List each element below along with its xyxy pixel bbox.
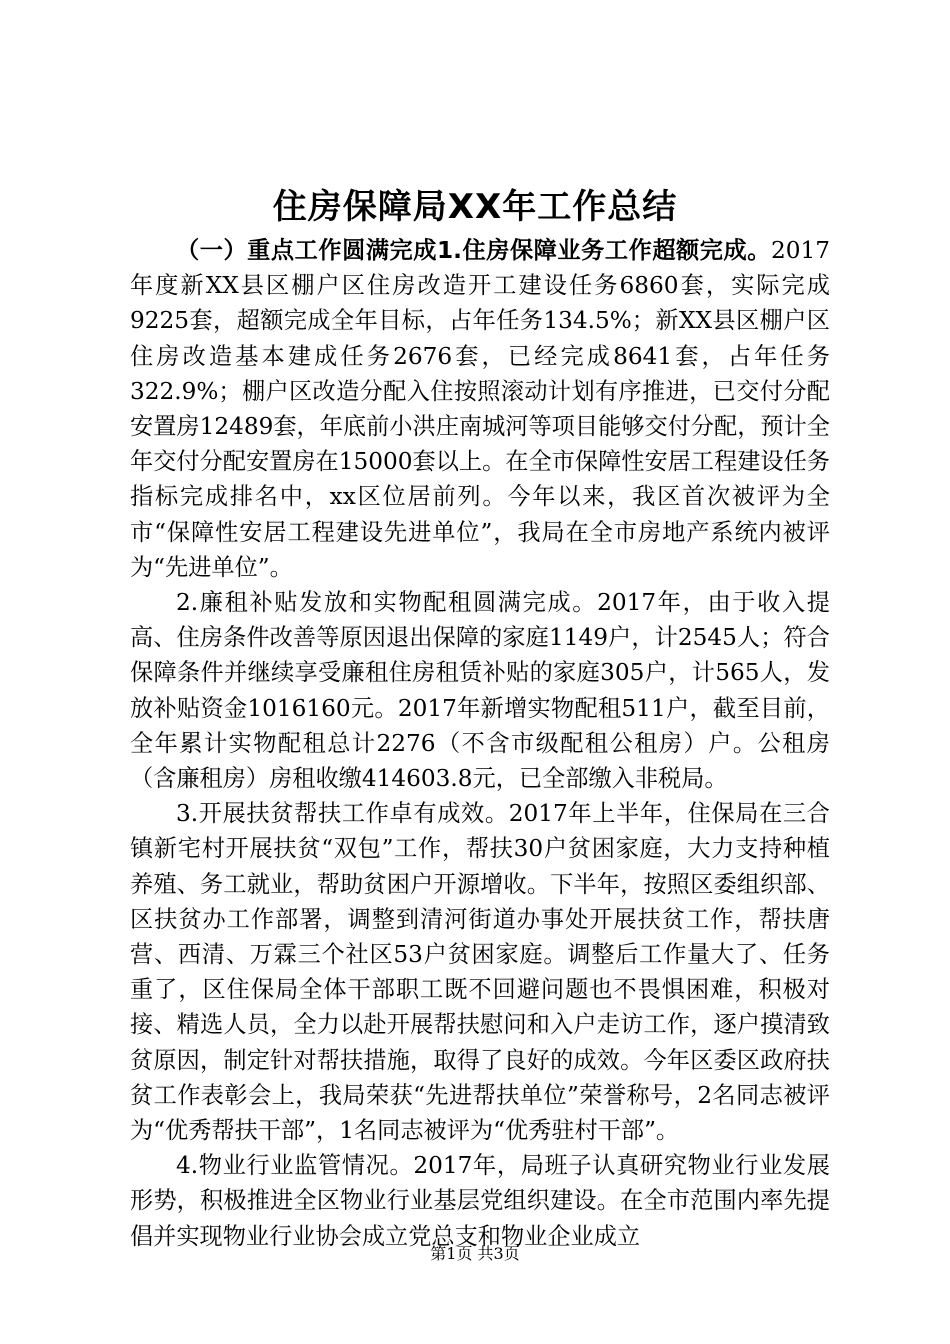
paragraph-2: 2.廉租补贴发放和实物配租圆满完成。2017年，由于收入提高、住房条件改善等原因退出保障的家庭1149户，计2545人；符合保障条件并继续享受廉租住房租赁补贴的家庭305户，计565人，发放补贴资金1016160元。2017年新增实物配租511户，截至目前，全年累计实物配租总计2276（不含市级配租公租房）户。公租房（含廉租房）房租收缴414603.8元，已全部缴入非税局。	[130, 589, 830, 793]
document-body	[130, 233, 830, 1254]
page-number-footer: 第1页 共3页	[430, 1244, 520, 1263]
paragraph-1-body: 2017年度新XX县区棚户区住房改造开工建设任务6860套，实际完成9225套，超额完成全年目标，占年任务134.5%；新XX县区棚户区住房改造基本建成任务2676套，已经完成8641套，占年任务322.9%；棚户区改造分配入住按照滚动计划有序推进，已交付分配安置房12489套，年底前小洪庄南城河等项目能够交付分配，预计全年交付分配安置房在15000套以上。在全市保障性安居工程建设任务指标完成排名中，xx区位居前列。今年以来，我区首次被评为全市“保障性安居工程建设先进单位”，我局在全市房地产系统内被评为“先进单位”。	[130, 237, 830, 581]
item-1-heading: 1.住房保障业务工作超额完成。	[437, 237, 771, 264]
paragraph-4: 4.物业行业监管情况。2017年，局班子认真研究物业行业发展形势，积极推进全区物业行业基层党组织建设。在全市范围内率先提倡并实现物业行业协会成立党总支和物业企业成立	[130, 1152, 830, 1250]
paragraph-3: 3.开展扶贫帮扶工作卓有成效。2017年上半年，住保局在三合镇新宅村开展扶贫“双包”工作，帮扶30户贫困家庭，大力支持种植养殖、务工就业，帮助贫困户开源增收。下半年，按照区委组织部、区扶贫办工作部署，调整到清河街道办事处开展扶贫工作，帮扶唐营、西清、万霖三个社区53户贫困家庭。调整后工作量大了、任务重了，区住保局全体干部职工既不回避问题也不畏惧困难，积极对接、精选人员，全力以赴开展帮扶慰问和入户走访工作，逐户摸清致贫原因，制定针对帮扶措施，取得了良好的成效。今年区委区政府扶贫工作表彰会上，我局荣获“先进帮扶单位”荣誉称号，2名同志被评为“优秀帮扶干部”，1名同志被评为“优秀驻村干部”。	[130, 800, 830, 1145]
document-title: 住房保障局XX年工作总结	[272, 187, 678, 227]
section-heading: （一）重点工作圆满完成	[176, 237, 438, 264]
paragraph-1	[130, 233, 830, 585]
